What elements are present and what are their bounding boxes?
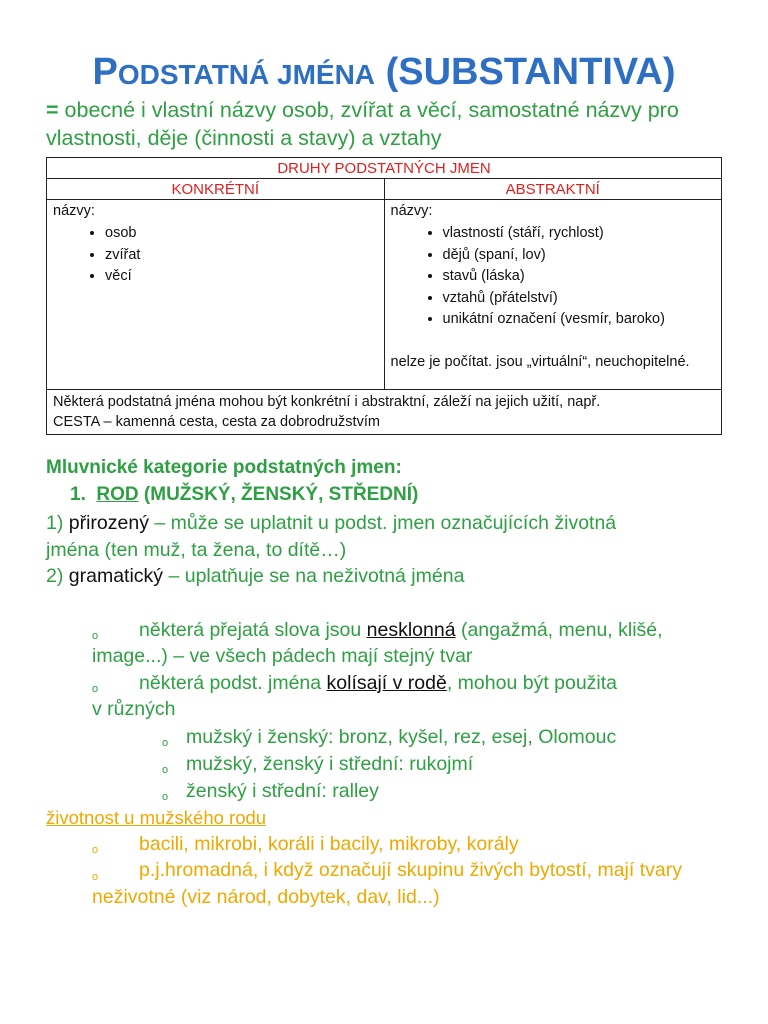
table-footnote [47,390,722,435]
rod-number: 1. [70,484,86,505]
abstract-note: nelze je počítat. jsou „virtuální“, neuchopitelné. [390,353,690,370]
p2-rest: – uplatňuje se na neživotná jména [163,565,465,587]
abstract-cell [384,200,722,390]
list-item: • stavů (láska) [443,266,716,288]
list-item: • zvířat [105,245,378,267]
b2-post: , mohou být použita [446,672,618,694]
list-item: • osob [105,223,378,245]
p2-word: gramatický [68,565,164,587]
abstract-intro: názvy: [390,203,433,219]
rod-rest: (MUŽSKÝ, ŽENSKÝ, STŘEDNÍ) [138,484,419,505]
definition-line-2: vlastnosti, děje (činnosti a stavy) a vztahy [46,126,442,150]
concrete-cell [47,200,385,390]
indeclinable-line-1 [139,617,663,644]
list-item: • unikátní označení (vesmír, baroko) [443,309,716,331]
p2-number: 2) [46,565,69,587]
b1-word: nesklonná [366,619,456,641]
b2-word: kolísají v rodě [326,672,447,694]
natural-gender-line-2: jména (ten muž, ta žena, to dítě…) [46,539,347,561]
bullet-circle-icon: o [162,764,169,776]
footnote-line-1: Některá podstatná jména mohou být konkrétní i abstraktní, záleží na jejich užití, např. [53,394,601,410]
list-item: • vztahů (přátelství) [443,288,716,310]
title-initial: P [92,51,118,93]
animacy-item-1: bacili, mikrobi, koráli i bacily, mikroby, korály [139,833,519,855]
noun-kinds-table [46,157,722,435]
concrete-intro: názvy: [53,203,95,219]
title-rest: ODSTATNÁ JMÉNA [117,59,376,90]
sub-item-all-three: mužský, ženský i střední: rukojmí [186,753,474,775]
animacy-item-2-line-2: neživotné (viz národ, dobytek, dav, lid...) [92,886,440,908]
b1-post: (angažmá, menu, klišé, [455,619,663,641]
table-header: DRUHY PODSTATNÝCH JMEN [47,158,722,179]
rod-heading [70,483,418,507]
bullet-circle-icon: o [92,871,99,883]
p1-rest: – může se uplatnit u podst. jmen označujících životná [148,512,617,534]
list-item: • vlastností (stáří, rychlost) [443,223,716,245]
b1-pre: některá přejatá slova jsou [139,619,367,641]
page-title [0,48,768,99]
definition [46,96,756,152]
natural-gender-line-1 [46,510,616,537]
sub-item-fem-neut: ženský i střední: ralley [186,780,379,802]
bullet-circle-icon: o [92,683,99,695]
rod-word: ROD [96,484,139,505]
categories-heading: Mluvnické kategorie podstatných jmen: [46,457,402,478]
animacy-heading: životnost u mužského rodu [46,807,267,828]
column-concrete-header: KONKRÉTNÍ [47,179,385,200]
animacy-item-2-line-1: p.j.hromadná, i když označují skupinu živých bytostí, mají tvary [139,859,682,881]
fluctuating-gender-line-2: v různých [92,698,176,720]
definition-line-1: obecné i vlastní názvy osob, zvířat a věcí, samostatné názvy pro [58,98,679,122]
column-abstract-header: ABSTRAKTNÍ [384,179,722,200]
sub-item-masc-fem: mužský i ženský: bronz, kyšel, rez, esej, Olomouc [186,726,617,748]
bullet-circle-icon: o [162,737,169,749]
fluctuating-gender-line-1 [139,670,617,697]
list-item: • dějů (spaní, lov) [443,245,716,267]
definition-equals: = [46,98,59,122]
concrete-list [53,223,378,288]
title-parenthetical: (SUBSTANTIVA) [385,51,676,93]
bullet-circle-icon: o [92,630,99,642]
indeclinable-line-2: image...) – ve všech pádech mají stejný tvar [92,645,473,667]
bullet-circle-icon: o [92,844,99,856]
abstract-list [391,223,716,331]
grammatical-gender-line [46,563,464,590]
footnote-line-2: CESTA – kamenná cesta, cesta za dobrodružstvím [53,414,380,430]
bullet-circle-icon: o [162,791,169,803]
p1-word: přirozený [68,512,149,534]
b2-pre: některá podst. jména [139,672,327,694]
p1-number: 1) [46,512,69,534]
list-item: • věcí [105,266,378,288]
